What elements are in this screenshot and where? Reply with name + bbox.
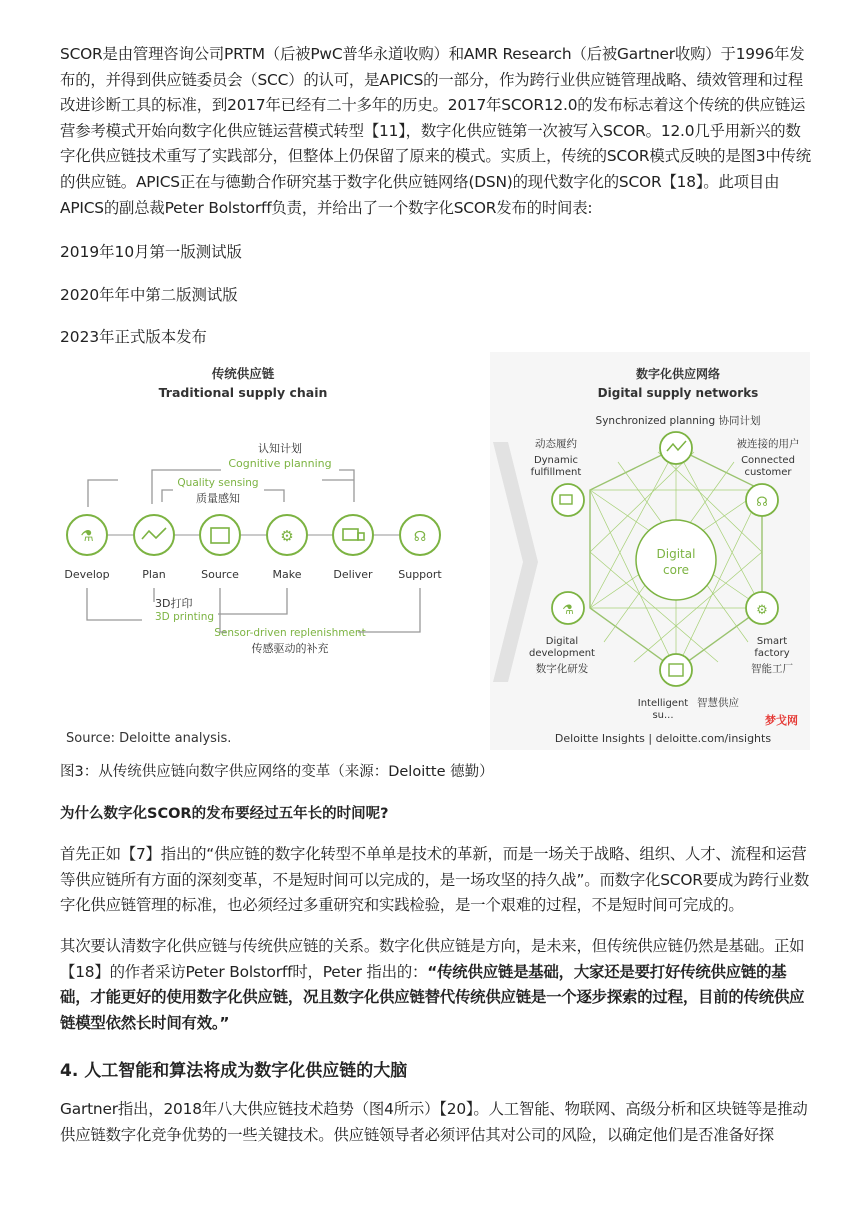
cognitive-outer-left [88, 480, 118, 507]
node-synchronized-planning [660, 432, 692, 464]
truck-icon [343, 529, 358, 540]
right-title-cn: 数字化供应网络 [635, 367, 721, 381]
left-title-cn: 传统供应链 [211, 366, 275, 381]
paragraph-gartner: Gartner指出，2018年八大供应链技术趋势（图4所示）【20】。人工智能、物联网、高级分析和区块链等是推动供应链数字化竞争优势的一些关键技术。供应链领导者必须评估其对公司的风险，以确定他们是否准备好探 [60, 1100, 808, 1144]
printing-outer-arrow [87, 588, 142, 620]
digdev-label-en2: development [529, 648, 595, 659]
source-note: Source: Deloitte analysis. [66, 731, 232, 746]
printing-label-cn: 3D打印 [155, 597, 193, 610]
core-label-2: core [663, 563, 689, 577]
smart-label-en2: factory [754, 648, 790, 659]
connected-label-cn: 被连接的用户 [736, 438, 800, 450]
step-plan [134, 515, 174, 581]
gear-icon: ⚙ [756, 603, 768, 618]
quality-label-cn: 质量感知 [196, 492, 240, 505]
step-label-deliver: Deliver [333, 568, 373, 581]
node-intelligent-supply [660, 654, 692, 686]
deloitte-insights: Deloitte Insights | deloitte.com/insights [554, 732, 772, 745]
node-digital-development [552, 592, 584, 624]
timeline-item-3: 2023年正式版本发布 [60, 328, 207, 346]
printing-label-en: 3D printing [155, 611, 215, 623]
step-source [200, 515, 240, 581]
sensor-arrow-right [358, 588, 420, 632]
quality-arrow-right [264, 490, 284, 502]
intel-label-en1: Intelligent [637, 698, 689, 709]
quality-arrow-left [162, 490, 173, 502]
intel-label-en2: su... [652, 710, 674, 721]
right-title-en: Digital supply networks [597, 386, 759, 400]
node-dynamic-fulfillment [552, 484, 584, 516]
intel-label-cn: 智慧供应 [697, 697, 739, 709]
step-label-develop: Develop [64, 568, 110, 581]
watermark: 梦戈网 [765, 714, 798, 727]
sync-label: Synchronized planning 协同计划 [595, 415, 761, 427]
step-make [267, 515, 307, 581]
core-label-1: Digital [656, 547, 696, 561]
dynamic-label-en1: Dynamic [533, 455, 579, 466]
peter-quote: “传统供应链是基础，大家还是要打好传统供应链的基础，才能更好的使用数字化供应链，况且数字化供应链替代传统供应链是一个逐步探索的过程，目前的传统供应链模型依然长时间有效。” [60, 962, 805, 1032]
flask-icon: ⚗ [80, 527, 94, 545]
connected-label-en2: customer [744, 467, 792, 478]
left-title-en: Traditional supply chain [158, 385, 328, 400]
printing-arrow [218, 588, 287, 614]
sensor-label-cn: 传感驱动的补充 [251, 642, 329, 655]
headset-icon: ☊ [756, 495, 768, 510]
smart-label-en1: Smart [756, 636, 788, 647]
paragraph-first-reason: 首先正如【7】指出的“供应链的数字化转型不单单是技术的革新，而是一场关于战略、组织、人才、流程和运营等供应链所有方面的深刻变革，不是短时间可以完成的，是一场攻坚的持久战”。而数字化SCOR要成为跨行业数字化供应链管理的标准，也必须经过多重研究和实践检验，是一个艰难的过程，不是短时间可完成的。 [60, 845, 810, 915]
paragraph-scor-history: SCOR是由管理咨询公司PRTM（后被PwC普华永道收购）和AMR Research（后被Gartner收购）于1996年发布的，并得到供应链委员会（SCC）的认可，是APICS的一部分，作为跨行业供应链管理战略、绩效管理和过程改进诊断工具的标准，到2017年已经有二十多年的历史。2017年SCOR12.0的发布标志着这个传统的供应链运营参考模式开始向数字化供应链运营模式转型【11】，数字化供应链第一次被写入SCOR。12.0几乎用新兴的数字化供应链技术重写了实践部分，但整体上仍保留了原来的模式。实质上，传统的SCOR模式反映的是图3中传统的供应链。APICS正在与德勤合作研究基于数字化供应链网络(DSN)的现代数字化的SCOR【18】。此项目由APICS的副总裁Peter Bolstorff负责，并给出了一个数字化SCOR发布的时间表: [60, 45, 811, 217]
step-label-plan: Plan [142, 568, 166, 581]
quality-label-en: Quality sensing [177, 477, 259, 489]
headset-icon: ☊ [413, 529, 427, 545]
supply-chain-diagram-svg [58, 352, 810, 750]
dynamic-label-en2: fulfillment [530, 467, 582, 478]
box-icon [211, 528, 229, 543]
cognitive-arrow-right [339, 470, 354, 502]
step-label-support: Support [398, 568, 442, 581]
step-label-make: Make [272, 568, 302, 581]
question-heading: 为什么数字化SCOR的发布要经过五年长的时间呢? [60, 806, 389, 822]
step-develop [64, 515, 109, 581]
node-smart-factory [746, 592, 778, 624]
node-connected-customer [746, 484, 778, 516]
flask-icon: ⚗ [562, 603, 574, 618]
figure-3-supply-chain-diagram [58, 352, 810, 750]
timeline-item-1: 2019年10月第一版测试版 [60, 243, 242, 261]
digdev-label-en1: Digital [545, 636, 579, 647]
chart-icon [142, 528, 166, 539]
paragraph-second-reason [60, 934, 812, 1036]
smart-label-cn: 智能工厂 [751, 663, 793, 675]
step-label-source: Source [201, 568, 239, 581]
cognitive-label-cn: 认知计划 [258, 442, 302, 455]
sensor-arrow-left [220, 588, 226, 632]
timeline-item-2: 2020年年中第二版测试版 [60, 286, 238, 304]
figure-caption: 图3：从传统供应链向数字供应网络的变革（来源：Deloitte 德勤） [60, 764, 494, 780]
paragraph-second-reason-text: 其次要认清数字化供应链与传统供应链的关系。数字化供应链是方向，是未来，但传统供应链仍然是基础。正如【18】的作者采访Peter Bolstorff时，Peter 指出的： [60, 937, 805, 981]
gear-icon: ⚙ [280, 527, 294, 545]
digdev-label-cn: 数字化研发 [535, 663, 589, 675]
dynamic-label-cn: 动态履约 [535, 438, 577, 450]
sensor-label-en: Sensor-driven replenishment [214, 627, 366, 639]
cognitive-label-en: Cognitive planning [228, 457, 332, 470]
section-heading-4: 4. 人工智能和算法将成为数字化供应链的大脑 [60, 1061, 408, 1081]
connected-label-en1: Connected [741, 455, 795, 466]
step-support [398, 515, 442, 581]
step-deliver [333, 515, 373, 581]
